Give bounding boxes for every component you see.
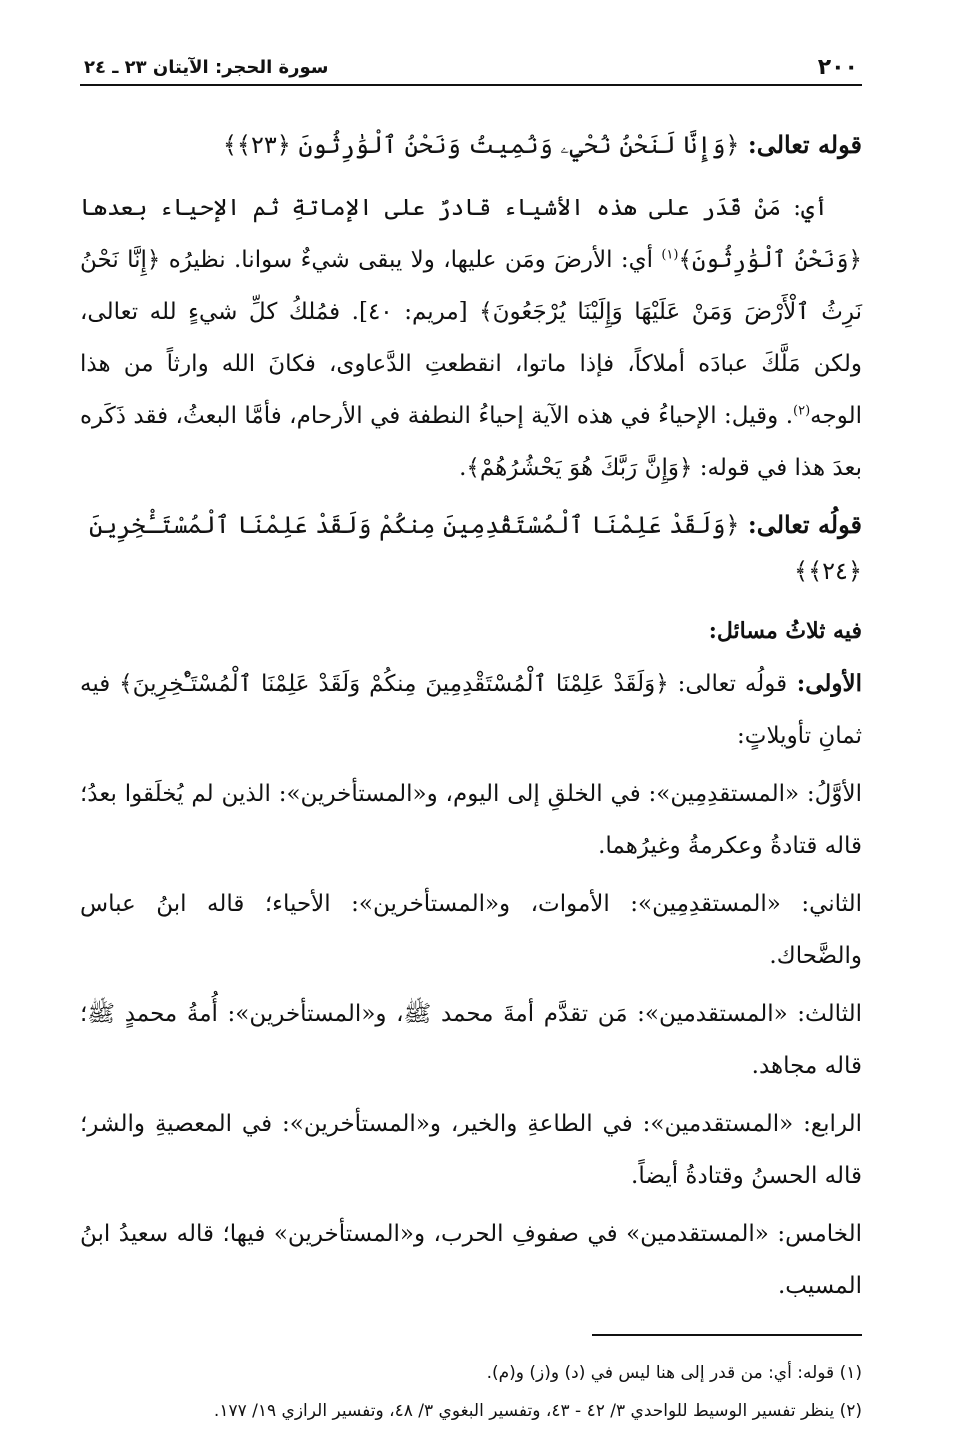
first-issue-text: قولُه تعالى: ﴿وَلَقَدْ عَلِمْنَا ٱلْمُسْتَقْدِمِينَ مِنكُمْ وَلَقَدْ عَلِمْنَا ٱلْمُسْتَـْٔخِرِينَ﴾ فيه ثمانِ تأويلاتٍ:	[80, 671, 862, 749]
issues-heading: فيه ثلاثُ مسائل:	[708, 618, 862, 644]
verse-23-heading	[80, 122, 862, 168]
footnote-2: (٢) ينظر تفسير الوسيط للواحدي ٣/ ٤٢ - ٤٣، وتفسير البغوي ٣/ ٤٨، وتفسير الرازي ١٩/ ١٧٧.	[213, 1401, 862, 1421]
page-number: ٢٠٠	[817, 55, 858, 80]
interpretation-4: الرابع: «المستقدمين»: في الطاعةِ والخير، و«المستأخرين»: في المعصيةِ والشر؛ قاله الحسنُ وقتادةُ أيضاً.	[80, 1111, 862, 1189]
interpretation-2: الثاني: «المستقدِمِين»: الأموات، و«المستأخرين»: الأحياء؛ قاله ابنُ عباس والضَّحاك.	[80, 891, 862, 969]
footnote-1: (١) قوله: أي: من قدر إلى هنا ليس في (د) و(ز) و(م).	[486, 1363, 862, 1383]
book-page	[80, 48, 862, 1421]
interpretation-1: الأوَّلُ: «المستقدِمِين»: في الخلقِ إلى اليوم، و«المستأخرين»: الذين لم يُخلَقوا بعدُ؛ قاله قتادةُ وعكرمةُ وغيرُهما.	[80, 781, 862, 859]
footnote-divider	[592, 1334, 862, 1336]
first-issue-paragraph	[80, 658, 862, 762]
verse-23-text: ﴿وَإِنَّا لَنَحْنُ نُحْيِۦ وَنُمِيتُ وَنَحْنُ ٱلْوَٰرِثُونَ ﴿٢٣﴾﴾	[222, 131, 740, 159]
footnote-ref-2: (٢)	[793, 403, 811, 419]
main-text	[80, 122, 862, 1430]
verse-24-heading	[80, 502, 862, 594]
footnote-ref-1: (١)	[661, 247, 679, 263]
commentary-part-2: أي: الأرضَ ومَن عليها، ولا يبقى شيءٌ سوانا. نظيرُه ﴿إِنَّا نَحْنُ نَرِثُ ٱلْأَرْضَ وَمَنْ عَلَيْهَا وَإِلَيْنَا يُرْجَعُونَ﴾ [مريم: ٤٠]. فمُلكُ كلِّ شيءٍ لله تعالى، ولكن مَلَّكَ عبادَه أملاكاً، فإذا ماتوا، انقطعتِ الدَّعاوى، فكانَ الله وارثاً من هذا الوجه	[80, 247, 862, 429]
verse-24-text: ﴿وَلَقَدْ عَلِمْنَا ٱلْمُسْتَقْدِمِينَ مِنكُمْ وَلَقَدْ عَلِمْنَا ٱلْمُسْتَـْٔخِرِينَ ﴿٢٤﴾﴾	[89, 511, 862, 585]
surah-title: سورة الحجر: الآيتان ٢٣ ـ ٢٤	[84, 57, 329, 78]
commentary-paragraph-1	[80, 182, 862, 494]
verse-24-label: قولُه تعالى:	[739, 510, 862, 539]
commentary-part-1: أي: مَنْ قَدَر على هذه الأشياء قادرٌ على الإماتةِ ثم الإحياء بعدها ﴿وَنَحْنُ ٱلْوَٰرِثُونَ﴾	[80, 195, 862, 273]
interpretation-5: الخامس: «المستقدمين» في صفوفِ الحرب، و«المستأخرين» فيها؛ قاله سعيدُ ابنُ المسيب.	[80, 1221, 862, 1299]
verse-23-label: قوله تعالى:	[739, 130, 862, 159]
commentary-part-3: . وقيل: الإحياءُ في هذه الآية إحياءُ النطفة في الأرحام، فأمَّا البعثُ، فقد ذَكَره بعدَ هذا في قوله: ﴿وَإِنَّ رَبَّكَ هُوَ يَحْشُرُهُمْ﴾.	[80, 403, 862, 481]
running-header	[80, 48, 862, 86]
interpretation-3: الثالث: «المستقدمين»: مَن تقدَّم أمةَ محمد ﷺ، و«المستأخرين»: أُمةُ محمدٍ ﷺ؛ قاله مجاهد.	[80, 1001, 862, 1079]
first-issue-label: الأولى:	[787, 670, 862, 697]
